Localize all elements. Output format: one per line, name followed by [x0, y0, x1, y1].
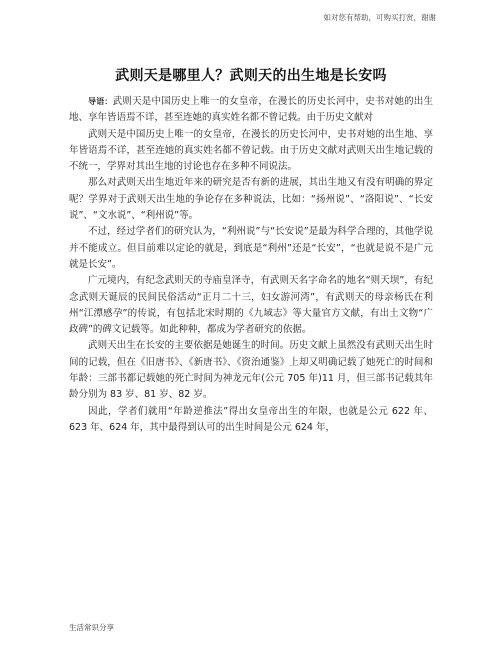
- header-note: 如对您有帮助，可购买打赏，谢谢: [323, 13, 436, 22]
- paragraph-3: 不过，经过学者们的研究认为，“利州说”与“长安说”是最为科学合理的，其他学说并不能成立。但目前难以定论的就是，到底是“利州”还是“长安”，“也就是说不是广元就是长安”。: [69, 226, 433, 270]
- article-body: [69, 94, 433, 436]
- page-title: 武则天是哪里人？武则天的出生地是长安吗: [115, 68, 387, 84]
- lead-paragraph: [69, 94, 433, 127]
- paragraph-4: 广元境内，有纪念武则天的寺庙皇泽寺，有武则天名字命名的地名“则天坝”，有纪念武则天诞辰的民间民俗活动“正月二十三，妇女游河湾”，有武则天的母亲杨氏在利州“江潭感孕”的传说，有包括北宋时期的《九域志》等大量官方文献，有出土文物“广政碑”的碑文记载等。如此种种，都成为学者研究的依据。: [69, 275, 433, 336]
- paragraph-6: 因此，学者们就用“年龄逆推法”得出女皇帝出生的年限，也就是公元 622 年、623 年、624 年，其中最得到认可的出生时间是公元 624 年，: [69, 405, 433, 433]
- footer-label: 生活常识分享: [69, 623, 114, 632]
- lead-label: 导语：: [88, 97, 113, 106]
- paragraph-2: 那么对武则天出生地近年来的研究是否有新的进展，其出生地又有没有明确的界定呢？学界对于武则天出生地的争论存在多种说法，比如：“扬州说”、“洛阳说”、“长安说”、“文水说”、“利州说”等。: [69, 177, 433, 222]
- paragraph-1: 武则天是中国历史上唯一的女皇帝，在漫长的历史长河中，史书对她的出生地、享年皆语焉不详，甚至连她的真实姓名都不曾记载。由于历史文献对武则天出生地记载的不统一，学界对其出生地的讨论也存在多种不同说法。: [69, 128, 433, 173]
- lead-text: 武则天是中国历史上唯一的女皇帝，在漫长的历史长河中，史书对她的出生地、享年皆语焉不详，甚至连她的真实姓名都不曾记载。由于历史文献对: [69, 96, 434, 124]
- paragraph-5: 武则天出生在长安的主要依据是她诞生的时间。历史文献上虽然没有武则天出生时间的记载，但在《旧唐书》、《新唐书》、《资治通鉴》上却又明确记载了她死亡的时间和年龄：三部书都记载她的死亡时间为神龙元年(公元 705 年)11 月，但三部书记载其年龄分别为 83 岁、81 岁、82 岁。: [69, 340, 433, 401]
